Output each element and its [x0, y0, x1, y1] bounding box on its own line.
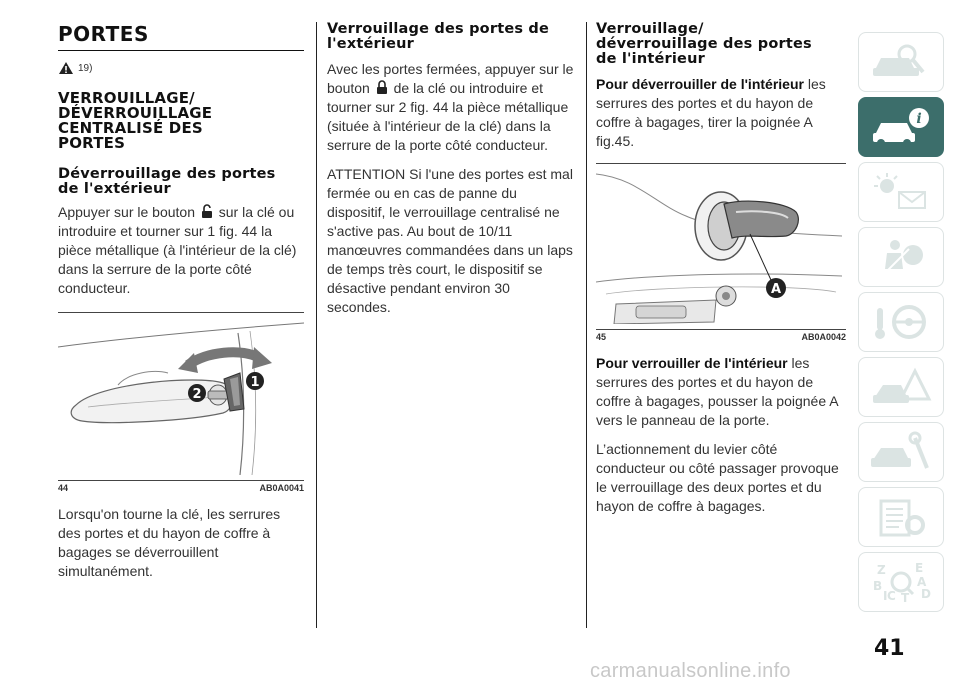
page-title: PORTES: [58, 22, 149, 46]
figure-code: AB0A0042: [801, 332, 846, 342]
warning-lights-icon: [869, 170, 933, 214]
subsection-title: Déverrouillage des portes de l'extérieur: [58, 166, 276, 197]
maintenance-icon: [869, 430, 933, 474]
page-number: 41: [874, 636, 905, 661]
safety-airbag-icon: [869, 235, 933, 279]
figure-number: 44: [58, 483, 69, 493]
door-handle-key-illustration: [58, 313, 304, 475]
interior-door-handle-illustration: [596, 164, 842, 324]
emergency-icon: [869, 365, 933, 409]
svg-text:B: B: [873, 579, 883, 593]
unlock-button-icon: [201, 204, 213, 219]
tab-technical-data[interactable]: [858, 487, 944, 547]
column-divider: [586, 22, 587, 628]
index-icon: [869, 560, 933, 604]
svg-text:I: I: [883, 589, 888, 603]
tab-maintenance[interactable]: [858, 422, 944, 482]
tab-index[interactable]: [858, 552, 944, 612]
tab-starting-driving[interactable]: [858, 292, 944, 352]
paragraph: Lorsqu'on tourne la clé, les serrures des portes et du hayon de coffre à bagages se déverrouillent simultanément.: [58, 506, 281, 579]
svg-text:D: D: [921, 587, 931, 601]
title-rule: [58, 50, 304, 51]
watermark: carmanualsonline.info: [590, 660, 791, 682]
svg-text:A: A: [917, 575, 927, 589]
svg-text:T: T: [901, 591, 910, 604]
chapter-tabs: [858, 32, 944, 617]
svg-text:E: E: [915, 561, 924, 575]
tab-car-info[interactable]: [858, 97, 944, 157]
lock-button-icon: [376, 80, 388, 95]
svg-text:Z: Z: [877, 563, 886, 577]
column-2: [327, 22, 575, 317]
svg-text:i: i: [916, 111, 922, 127]
warning-triangle-icon: [58, 61, 74, 75]
column-divider: [316, 22, 317, 628]
figure-code: AB0A0041: [259, 483, 304, 493]
figure-44: [58, 312, 304, 493]
car-search-icon: [869, 40, 933, 84]
section-title: VERROUILLAGE/ DÉVERROUILLAGE CENTRALISÉ DES PORTES: [58, 89, 213, 152]
starting-driving-icon: [869, 300, 933, 344]
paragraph: Avec les portes fermées, appuyer sur le bouton de la clé ou introduire et tourner sur 2 fig. 44 la pièce métallique (située à l'intérieur de la clé) dans la serrure de la porte côté conducteur.: [327, 61, 574, 153]
paragraph: Appuyer sur le bouton sur la clé ou introduire et tourner sur 1 fig. 44 la pièce métallique (à l'intérieur de la clé) dans la serrure de la porte côté conducteur.: [58, 204, 297, 296]
column-3: [596, 22, 846, 516]
figure-label-a: A: [770, 282, 782, 297]
tab-safety[interactable]: [858, 227, 944, 287]
figure-45: [596, 163, 846, 342]
subsection-title: Verrouillage/ déverrouillage des portes de l'intérieur: [596, 21, 812, 67]
attention-paragraph: ATTENTION Si l'une des portes est mal fermée ou en cas de panne du dispositif, le verrouillage centralisé ne s'active pas. Au bout de 10/11 manœuvres commandées dans un laps de temps très court, le dispositif se désactive pendant environ 30 secondes.: [327, 166, 573, 315]
paragraph: Pour verrouiller de l'intérieur les serrures des portes et du hayon de coffre à bagages, pousser la poignée A vers le panneau de la porte.: [596, 355, 838, 428]
technical-data-icon: [869, 495, 933, 539]
figure-caption: [58, 483, 304, 493]
figure-label-1: 1: [250, 375, 260, 390]
tab-warning-lights[interactable]: [858, 162, 944, 222]
paragraph: L’actionnement du levier côté conducteur ou côté passager provoque le verrouillage des deux portes et du hayon de coffre à bagages.: [596, 441, 839, 514]
tab-car-search[interactable]: [858, 32, 944, 92]
figure-caption: [596, 332, 846, 342]
figure-label-2: 2: [192, 387, 202, 402]
tab-emergency[interactable]: [858, 357, 944, 417]
figure-number: 45: [596, 332, 607, 342]
warning-ref-number: 19): [78, 62, 93, 74]
paragraph: Pour déverrouiller de l'intérieur les serrures des portes et du hayon de coffre à bagages, tirer la poignée A fig.45.: [596, 76, 826, 149]
car-info-icon: [869, 105, 933, 149]
column-1: [58, 22, 304, 581]
svg-text:C: C: [887, 589, 896, 603]
warning-reference: [58, 61, 304, 75]
subsection-title: Verrouillage des portes de l'extérieur: [327, 21, 550, 52]
